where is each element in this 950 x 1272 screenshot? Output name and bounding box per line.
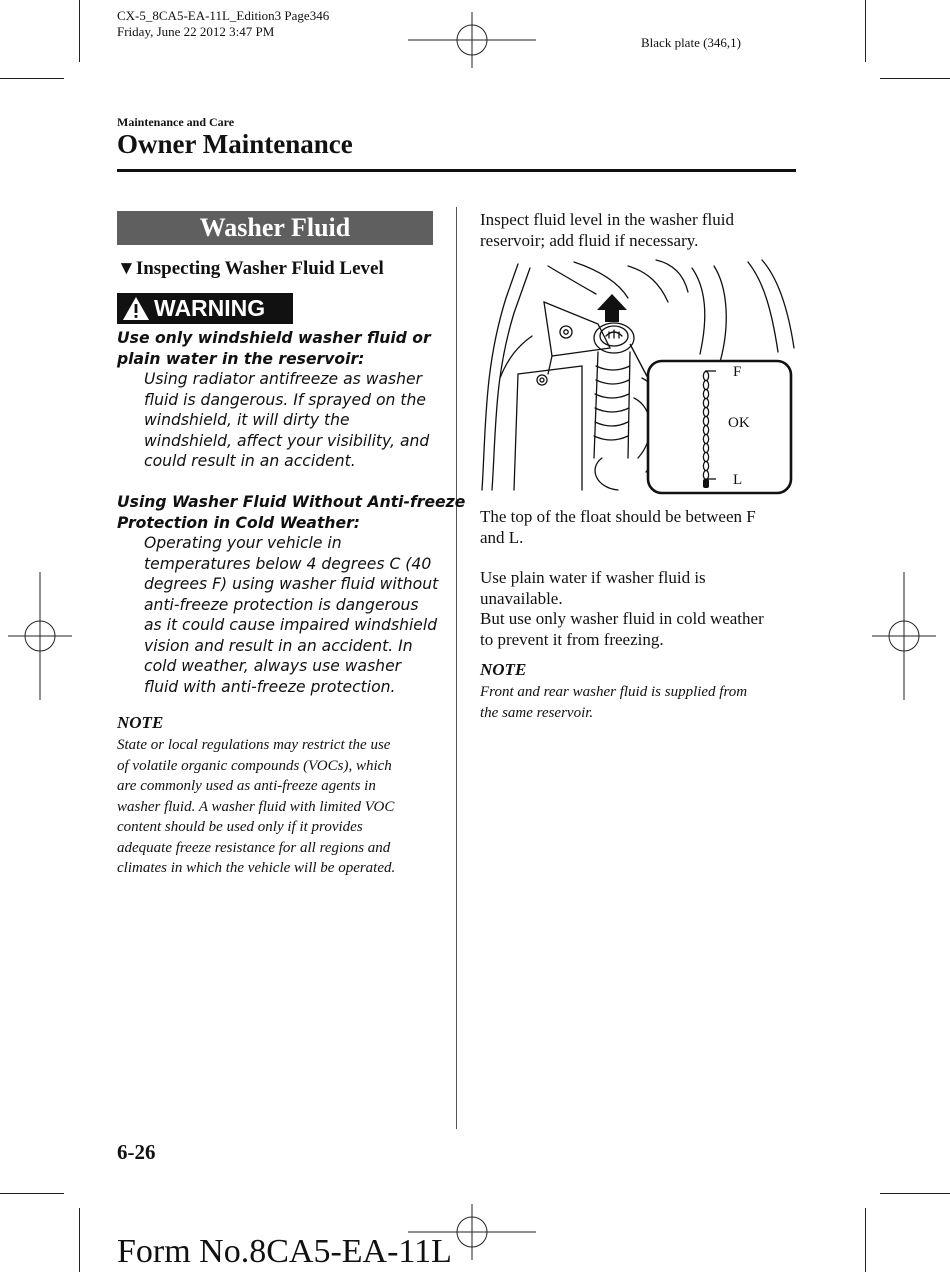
registration-mark-left bbox=[0, 572, 80, 700]
note-line: are commonly used as anti-freeze agents in bbox=[117, 778, 376, 794]
warning-triangle-icon bbox=[122, 296, 150, 321]
water-line: But use only washer fluid in cold weather bbox=[480, 609, 764, 628]
washer-fluid-banner: Washer Fluid bbox=[117, 211, 433, 245]
level-label-ok: OK bbox=[728, 415, 750, 431]
note-line: State or local regulations may restrict the use bbox=[117, 737, 391, 753]
note-line: climates in which the vehicle will be operated. bbox=[117, 860, 396, 876]
warning-label bbox=[117, 293, 293, 324]
page-number: 6-26 bbox=[117, 1140, 156, 1164]
water-line: Use plain water if washer fluid is bbox=[480, 568, 706, 587]
right-note-line: Front and rear washer fluid is supplied from bbox=[480, 684, 748, 700]
warning-1-lead-line: Use only windshield washer fluid or bbox=[117, 329, 431, 347]
float-line: The top of the float should be between F bbox=[480, 507, 756, 526]
water-line: to prevent it from freezing. bbox=[480, 629, 664, 649]
warning-2-body-line: fluid with anti-freeze protection. bbox=[144, 677, 396, 696]
warning-2-lead-line: Using Washer Fluid Without Anti-freeze bbox=[117, 493, 466, 511]
crop-mark-bl-h bbox=[0, 1193, 64, 1194]
warning-2-body-line: anti-freeze protection is dangerous bbox=[144, 595, 419, 614]
intro-paragraph bbox=[480, 210, 734, 251]
note-line: washer fluid. A washer fluid with limited VOC bbox=[117, 798, 395, 815]
warning-1-body-line: fluid is dangerous. If sprayed on the bbox=[144, 390, 426, 409]
crop-mark-tr-v bbox=[865, 0, 866, 62]
level-label-low: L bbox=[733, 472, 743, 488]
warning-2-body-line: as it could cause impaired windshield bbox=[144, 616, 438, 634]
note-heading: NOTE bbox=[117, 713, 164, 732]
warning-1-body-line: windshield, affect your visibility, and bbox=[144, 431, 430, 450]
plate-label: Black plate (346,1) bbox=[641, 35, 741, 50]
warning-1-body-line: could result in an accident. bbox=[144, 452, 356, 470]
note-line: of volatile organic compounds (VOCs), which bbox=[117, 757, 392, 774]
note-line: adequate freeze resistance for all regions and bbox=[117, 839, 391, 856]
float-line: and L. bbox=[480, 527, 524, 547]
print-job-line-2: Friday, June 22 2012 3:47 PM bbox=[117, 24, 275, 39]
crop-mark-tl-v bbox=[79, 0, 80, 62]
note-text bbox=[117, 735, 395, 879]
warning-2 bbox=[117, 492, 465, 697]
page-title: Owner Maintenance bbox=[117, 129, 353, 159]
subheading-text: Inspecting Washer Fluid Level bbox=[135, 258, 384, 279]
crop-mark-tl-h bbox=[0, 78, 64, 79]
warning-2-body-line: temperatures below 4 degrees C (40 bbox=[144, 554, 432, 573]
note-line: content should be used only if it provides bbox=[117, 819, 363, 835]
print-job-line-1: CX-5_8CA5-EA-11L_Edition3 Page346 bbox=[117, 8, 330, 23]
water-paragraph bbox=[480, 568, 764, 650]
registration-mark-right bbox=[864, 572, 944, 700]
crop-mark-br-h bbox=[880, 1193, 950, 1194]
triangle-down-icon: ▼ bbox=[117, 258, 136, 279]
title-rule bbox=[117, 169, 796, 172]
warning-1-body-line: windshield, it will dirty the bbox=[144, 411, 350, 429]
warning-2-body-line: degrees F) using washer fluid without bbox=[144, 575, 439, 593]
right-note-heading: NOTE bbox=[480, 660, 527, 679]
warning-2-body-line: vision and result in an accident. In bbox=[144, 636, 413, 655]
right-note-line: the same reservoir. bbox=[480, 704, 594, 721]
warning-2-body-line: Operating your vehicle in bbox=[144, 534, 342, 552]
float-paragraph bbox=[480, 507, 756, 548]
level-label-full: F bbox=[733, 364, 742, 380]
intro-line: reservoir; add fluid if necessary. bbox=[480, 230, 699, 250]
warning-1 bbox=[117, 328, 431, 472]
warning-label-text: WARNING bbox=[154, 295, 266, 321]
crop-mark-br-v bbox=[865, 1208, 866, 1272]
crop-mark-tr-h bbox=[880, 78, 950, 79]
warning-2-body-line: cold weather, always use washer bbox=[144, 657, 402, 675]
warning-1-lead-line: plain water in the reservoir: bbox=[117, 349, 365, 368]
registration-mark-top bbox=[408, 12, 536, 68]
intro-line: Inspect fluid level in the washer fluid bbox=[480, 210, 734, 229]
print-job-info bbox=[117, 8, 329, 40]
warning-1-body-line: Using radiator antifreeze as washer bbox=[144, 370, 423, 388]
crop-mark-bl-v bbox=[79, 1208, 80, 1272]
form-number: Form No.8CA5-EA-11L bbox=[117, 1233, 452, 1270]
water-line: unavailable. bbox=[480, 588, 563, 608]
warning-2-lead-line: Protection in Cold Weather: bbox=[117, 513, 360, 532]
right-note-text bbox=[480, 682, 747, 723]
washer-reservoir-figure bbox=[478, 258, 796, 498]
subheading bbox=[117, 258, 384, 280]
section-label: Maintenance and Care bbox=[117, 115, 235, 129]
